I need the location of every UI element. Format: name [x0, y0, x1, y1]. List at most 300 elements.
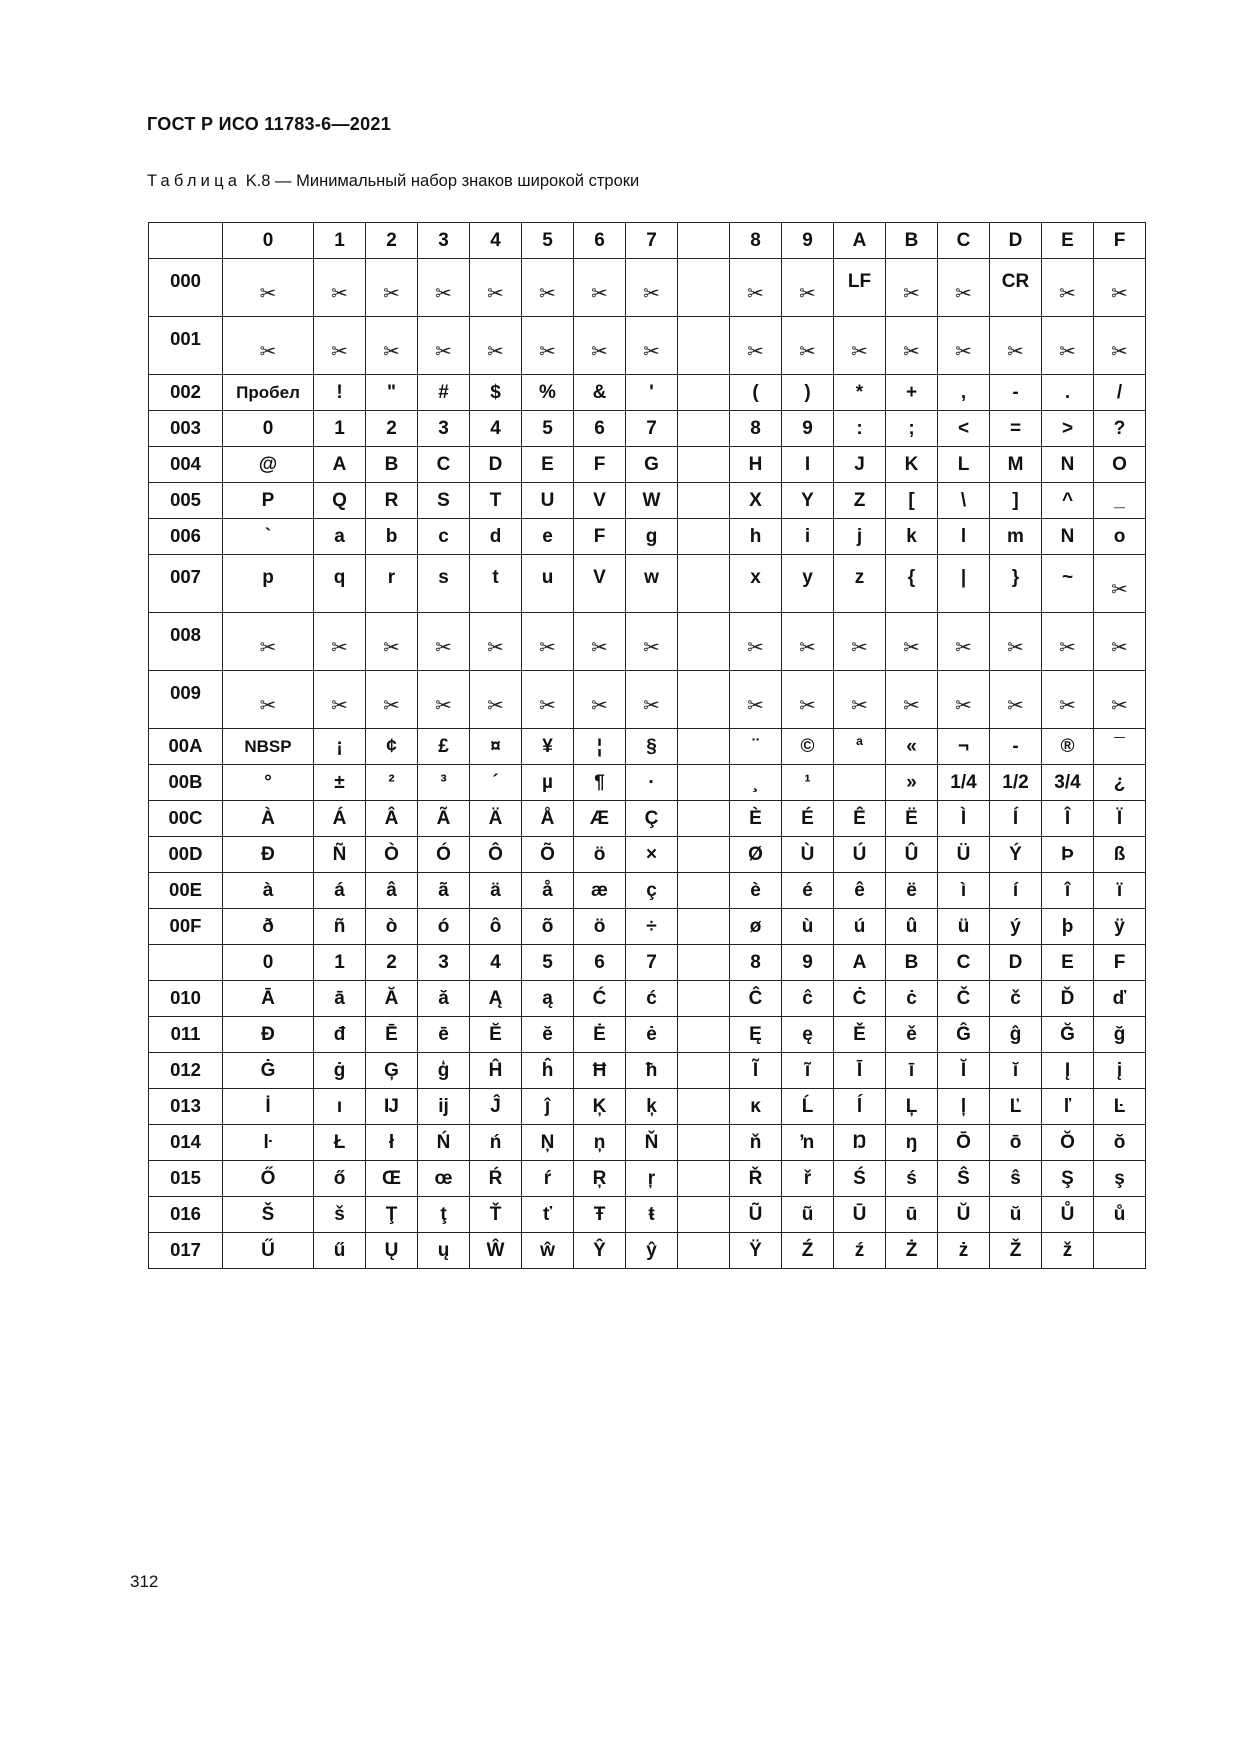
char-cell: 3 — [418, 411, 470, 447]
char-cell: ħ — [626, 1053, 678, 1089]
char-cell: ĵ — [522, 1089, 574, 1125]
column-header: 0 — [223, 945, 314, 981]
row-header: 011 — [149, 1017, 223, 1053]
row-label: 009 — [170, 682, 201, 704]
scissors-icon — [782, 613, 834, 671]
char-cell: » — [886, 765, 938, 801]
scissors-icon — [730, 613, 782, 671]
char-cell: Á — [314, 801, 366, 837]
scissors-icon: ✂ — [1007, 694, 1024, 717]
char-cell: Ġ — [223, 1053, 314, 1089]
char-cell: $ — [470, 375, 522, 411]
char-cell: ő — [314, 1161, 366, 1197]
char-cell: Ĉ — [730, 981, 782, 1017]
scissors-icon: ✂ — [331, 340, 348, 363]
column-header: 3 — [418, 223, 470, 259]
char-cell: ² — [366, 765, 418, 801]
char-cell: Ū — [834, 1197, 886, 1233]
char-cell: ( — [730, 375, 782, 411]
gap-cell — [678, 945, 730, 981]
char-cell: ù — [782, 909, 834, 945]
char-cell: - — [990, 729, 1042, 765]
column-header: F — [1094, 945, 1146, 981]
char-cell: 7 — [626, 411, 678, 447]
char-cell: F — [574, 447, 626, 483]
char-cell — [1094, 1233, 1146, 1269]
char-glyph: q — [333, 567, 346, 588]
char-cell: Î — [1042, 801, 1094, 837]
char-cell: Ŋ — [834, 1125, 886, 1161]
char-cell: Ž — [990, 1233, 1042, 1269]
char-cell: š — [314, 1197, 366, 1233]
char-cell: Ŭ — [938, 1197, 990, 1233]
char-cell: ĭ — [990, 1053, 1042, 1089]
char-cell: Ŕ — [470, 1161, 522, 1197]
char-cell: ö — [574, 837, 626, 873]
char-cell: Ķ — [574, 1089, 626, 1125]
char-cell: ; — [886, 411, 938, 447]
scissors-icon — [834, 613, 886, 671]
char-cell: į — [1094, 1053, 1146, 1089]
char-cell — [782, 555, 834, 613]
gap-cell — [678, 223, 730, 259]
gap-cell — [678, 519, 730, 555]
caption-text: K.8 — Минимальный набор знаков широкой строки — [241, 172, 640, 190]
char-cell: Ü — [938, 837, 990, 873]
char-glyph: y — [802, 567, 813, 588]
char-cell: £ — [418, 729, 470, 765]
char-cell: ģ — [418, 1053, 470, 1089]
gap-cell — [678, 1125, 730, 1161]
char-cell: Ė — [574, 1017, 626, 1053]
gap-cell — [678, 259, 730, 317]
scissors-icon — [938, 259, 990, 317]
char-cell: ¥ — [522, 729, 574, 765]
scissors-icon: ✂ — [955, 340, 972, 363]
char-cell: Ģ — [366, 1053, 418, 1089]
char-cell: Ĵ — [470, 1089, 522, 1125]
char-cell: µ — [522, 765, 574, 801]
char-cell — [418, 555, 470, 613]
scissors-icon: ✂ — [487, 340, 504, 363]
row-header — [149, 613, 223, 671]
char-cell: Ċ — [834, 981, 886, 1017]
scissors-icon: ✂ — [643, 340, 660, 363]
char-cell: Ĝ — [938, 1017, 990, 1053]
char-cell: c — [418, 519, 470, 555]
char-cell: ī — [886, 1053, 938, 1089]
char-cell — [223, 555, 314, 613]
char-cell: ê — [834, 873, 886, 909]
document-code: ГОСТ Р ИСО 11783-6—2021 — [147, 114, 392, 134]
scissors-icon — [1094, 555, 1146, 613]
scissors-icon — [782, 259, 834, 317]
char-cell: " — [366, 375, 418, 411]
char-cell: Z — [834, 483, 886, 519]
char-cell: Đ — [223, 837, 314, 873]
scissors-icon: ✂ — [851, 340, 868, 363]
char-cell: Ł — [314, 1125, 366, 1161]
char-cell: î — [1042, 873, 1094, 909]
char-cell: Ŏ — [1042, 1125, 1094, 1161]
char-cell: Ā — [223, 981, 314, 1017]
char-cell: Y — [782, 483, 834, 519]
char-cell — [834, 555, 886, 613]
column-header: 4 — [470, 945, 522, 981]
char-cell: Ŝ — [938, 1161, 990, 1197]
char-cell: ŝ — [990, 1161, 1042, 1197]
scissors-icon — [366, 613, 418, 671]
gap-cell — [678, 671, 730, 729]
char-cell: ¹ — [782, 765, 834, 801]
table-row — [149, 613, 1146, 671]
scissors-icon: ✂ — [747, 340, 764, 363]
scissors-icon: ✂ — [799, 282, 816, 305]
char-cell: ! — [314, 375, 366, 411]
gap-cell — [678, 981, 730, 1017]
scissors-icon: ✂ — [435, 636, 452, 659]
table-row — [149, 671, 1146, 729]
char-cell: ' — [626, 375, 678, 411]
char-glyph: x — [750, 567, 761, 588]
column-header: 5 — [522, 945, 574, 981]
column-header: 5 — [522, 223, 574, 259]
gap-cell — [678, 1161, 730, 1197]
scissors-icon: ✂ — [259, 694, 277, 717]
char-cell: ã — [418, 873, 470, 909]
char-cell: Ţ — [366, 1197, 418, 1233]
char-cell: · — [626, 765, 678, 801]
row-header: 016 — [149, 1197, 223, 1233]
char-cell: Ř — [730, 1161, 782, 1197]
character-table — [148, 222, 1146, 1269]
char-cell: Ä — [470, 801, 522, 837]
row-header: 00F — [149, 909, 223, 945]
row-header: 00D — [149, 837, 223, 873]
char-cell: É — [782, 801, 834, 837]
char-cell: ¢ — [366, 729, 418, 765]
char-cell: ¦ — [574, 729, 626, 765]
char-cell: ľ — [1042, 1089, 1094, 1125]
char-cell: C — [418, 447, 470, 483]
char-cell — [938, 555, 990, 613]
char-cell: \ — [938, 483, 990, 519]
column-header: 1 — [314, 223, 366, 259]
char-cell: ? — [1094, 411, 1146, 447]
char-cell: : — [834, 411, 886, 447]
char-cell: ÷ — [626, 909, 678, 945]
char-cell: 1/4 — [938, 765, 990, 801]
column-header: 1 — [314, 945, 366, 981]
gap-cell — [678, 1197, 730, 1233]
column-header: A — [834, 223, 886, 259]
char-cell — [990, 259, 1042, 317]
char-cell — [990, 555, 1042, 613]
char-cell: 2 — [366, 411, 418, 447]
scissors-icon: ✂ — [591, 694, 608, 717]
char-cell: ¡ — [314, 729, 366, 765]
scissors-icon: ✂ — [903, 340, 920, 363]
page-number: 312 — [130, 1572, 159, 1591]
char-cell: ě — [886, 1017, 938, 1053]
char-cell: ň — [730, 1125, 782, 1161]
column-header: F — [1094, 223, 1146, 259]
scissors-icon — [418, 613, 470, 671]
column-header — [149, 945, 223, 981]
gap-cell — [678, 375, 730, 411]
char-cell — [470, 555, 522, 613]
char-cell: Č — [938, 981, 990, 1017]
scissors-icon — [522, 671, 574, 729]
char-cell: . — [1042, 375, 1094, 411]
row-header: 002 — [149, 375, 223, 411]
column-header: 6 — [574, 945, 626, 981]
column-header: 8 — [730, 945, 782, 981]
scissors-icon — [626, 671, 678, 729]
char-cell: Í — [990, 801, 1042, 837]
char-cell: ¿ — [1094, 765, 1146, 801]
scissors-icon — [782, 317, 834, 375]
scissors-icon: ✂ — [1059, 340, 1076, 363]
scissors-icon: ✂ — [591, 636, 608, 659]
char-cell: « — [886, 729, 938, 765]
scissors-icon: ✂ — [1059, 636, 1076, 659]
char-cell: ġ — [314, 1053, 366, 1089]
gap-cell — [678, 483, 730, 519]
gap-cell — [678, 909, 730, 945]
char-cell: Ï — [1094, 801, 1146, 837]
scissors-icon — [418, 671, 470, 729]
char-cell: ķ — [626, 1089, 678, 1125]
char-cell: ü — [938, 909, 990, 945]
row-header: 00B — [149, 765, 223, 801]
char-cell: Ê — [834, 801, 886, 837]
scissors-icon — [314, 613, 366, 671]
scissors-icon: ✂ — [955, 282, 972, 305]
char-cell: æ — [574, 873, 626, 909]
char-glyph: p — [262, 567, 274, 588]
char-cell: L — [938, 447, 990, 483]
scissors-icon — [1042, 671, 1094, 729]
char-glyph: r — [387, 567, 396, 588]
column-header: 3 — [418, 945, 470, 981]
column-header: D — [990, 945, 1042, 981]
char-cell: # — [418, 375, 470, 411]
char-cell: © — [782, 729, 834, 765]
char-cell: ŕ — [522, 1161, 574, 1197]
row-header — [149, 317, 223, 375]
char-cell: Â — [366, 801, 418, 837]
scissors-icon — [366, 259, 418, 317]
char-cell: à — [223, 873, 314, 909]
char-cell: ] — [990, 483, 1042, 519]
char-cell: Ī — [834, 1053, 886, 1089]
char-cell — [522, 555, 574, 613]
char-cell — [574, 555, 626, 613]
char-cell: Q — [314, 483, 366, 519]
row-header — [149, 555, 223, 613]
char-cell: D — [470, 447, 522, 483]
char-cell: N — [1042, 519, 1094, 555]
char-cell: M — [990, 447, 1042, 483]
scissors-icon: ✂ — [1111, 340, 1128, 363]
row-header — [149, 671, 223, 729]
gap-cell — [678, 801, 730, 837]
char-cell: h — [730, 519, 782, 555]
scissors-icon — [730, 317, 782, 375]
scissors-icon — [470, 671, 522, 729]
char-cell: ¤ — [470, 729, 522, 765]
table-row — [149, 837, 1146, 873]
table-row — [149, 483, 1146, 519]
column-header: B — [886, 945, 938, 981]
char-cell: @ — [223, 447, 314, 483]
char-cell: ì — [938, 873, 990, 909]
char-cell: ĥ — [522, 1053, 574, 1089]
scissors-icon: ✂ — [539, 282, 556, 305]
char-cell: ċ — [886, 981, 938, 1017]
char-cell: Ą — [470, 981, 522, 1017]
char-cell: č — [990, 981, 1042, 1017]
scissors-icon: ✂ — [955, 694, 972, 717]
char-cell: ð — [223, 909, 314, 945]
char-cell: ĳ — [418, 1089, 470, 1125]
char-cell: Ú — [834, 837, 886, 873]
char-cell — [886, 555, 938, 613]
column-header: 9 — [782, 223, 834, 259]
char-cell: ń — [470, 1125, 522, 1161]
scissors-icon: ✂ — [799, 694, 816, 717]
scissors-icon — [223, 613, 314, 671]
char-cell: i — [782, 519, 834, 555]
char-cell: J — [834, 447, 886, 483]
table-row — [149, 729, 1146, 765]
char-cell: â — [366, 873, 418, 909]
char-cell: % — [522, 375, 574, 411]
char-cell: d — [470, 519, 522, 555]
char-cell: § — [626, 729, 678, 765]
char-cell — [1042, 555, 1094, 613]
char-glyph: } — [1011, 567, 1020, 588]
char-cell: Ç — [626, 801, 678, 837]
char-cell: 1/2 — [990, 765, 1042, 801]
char-cell: ğ — [1094, 1017, 1146, 1053]
char-cell: ļ — [938, 1089, 990, 1125]
char-cell: œ — [418, 1161, 470, 1197]
gap-cell — [678, 837, 730, 873]
char-cell: đ — [314, 1017, 366, 1053]
char-cell: Ě — [834, 1017, 886, 1053]
char-cell: Œ — [366, 1161, 418, 1197]
char-cell: _ — [1094, 483, 1146, 519]
char-cell: e — [522, 519, 574, 555]
char-glyph: | — [960, 567, 967, 588]
char-glyph: CR — [1001, 271, 1030, 292]
scissors-icon: ✂ — [539, 340, 556, 363]
char-cell: ā — [314, 981, 366, 1017]
char-cell: H — [730, 447, 782, 483]
char-cell: ű — [314, 1233, 366, 1269]
scissors-icon — [223, 259, 314, 317]
char-cell: ^ — [1042, 483, 1094, 519]
scissors-icon: ✂ — [643, 636, 660, 659]
char-glyph: V — [593, 567, 606, 588]
scissors-icon: ✂ — [747, 636, 764, 659]
char-cell: Đ — [223, 1017, 314, 1053]
scissors-icon: ✂ — [747, 694, 764, 717]
char-cell: ŭ — [990, 1197, 1042, 1233]
char-cell: A — [314, 447, 366, 483]
char-cell: O — [1094, 447, 1146, 483]
char-glyph: LF — [847, 271, 872, 292]
char-cell: ĕ — [522, 1017, 574, 1053]
scissors-icon — [938, 671, 990, 729]
char-cell: Û — [886, 837, 938, 873]
table-row — [149, 259, 1146, 317]
char-cell: Ã — [418, 801, 470, 837]
row-header: 010 — [149, 981, 223, 1017]
scissors-icon: ✂ — [331, 282, 348, 305]
table-row — [149, 519, 1146, 555]
char-cell: Ø — [730, 837, 782, 873]
char-glyph: { — [907, 567, 916, 588]
char-cell: Ē — [366, 1017, 418, 1053]
header-row-repeat — [149, 945, 1146, 981]
char-cell: Ŗ — [574, 1161, 626, 1197]
char-cell: ÿ — [1094, 909, 1146, 945]
char-cell: a — [314, 519, 366, 555]
scissors-icon — [1094, 671, 1146, 729]
scissors-icon — [1042, 317, 1094, 375]
char-cell — [314, 555, 366, 613]
char-cell: > — [1042, 411, 1094, 447]
char-cell: I — [782, 447, 834, 483]
char-cell: V — [574, 483, 626, 519]
char-cell: ō — [990, 1125, 1042, 1161]
char-cell: ¨ — [730, 729, 782, 765]
scissors-icon — [522, 613, 574, 671]
char-cell: À — [223, 801, 314, 837]
scissors-icon: ✂ — [435, 282, 452, 305]
char-cell: á — [314, 873, 366, 909]
row-header: 013 — [149, 1089, 223, 1125]
column-header: 9 — [782, 945, 834, 981]
column-header: E — [1042, 223, 1094, 259]
char-cell: ė — [626, 1017, 678, 1053]
scissors-icon — [626, 317, 678, 375]
column-header: 2 — [366, 223, 418, 259]
column-header: D — [990, 223, 1042, 259]
scissors-icon — [366, 317, 418, 375]
gap-cell — [678, 1233, 730, 1269]
char-cell: 3/4 — [1042, 765, 1094, 801]
char-cell: û — [886, 909, 938, 945]
char-cell: ţ — [418, 1197, 470, 1233]
scissors-icon: ✂ — [487, 694, 504, 717]
gap-cell — [678, 555, 730, 613]
table-row — [149, 873, 1146, 909]
char-cell: ŷ — [626, 1233, 678, 1269]
char-cell: ŉ — [782, 1125, 834, 1161]
scissors-icon — [366, 671, 418, 729]
char-cell: 1 — [314, 411, 366, 447]
scissors-icon — [522, 259, 574, 317]
scissors-icon: ✂ — [799, 340, 816, 363]
char-cell: E — [522, 447, 574, 483]
scissors-icon — [626, 613, 678, 671]
column-header: 0 — [223, 223, 314, 259]
scissors-icon — [938, 613, 990, 671]
